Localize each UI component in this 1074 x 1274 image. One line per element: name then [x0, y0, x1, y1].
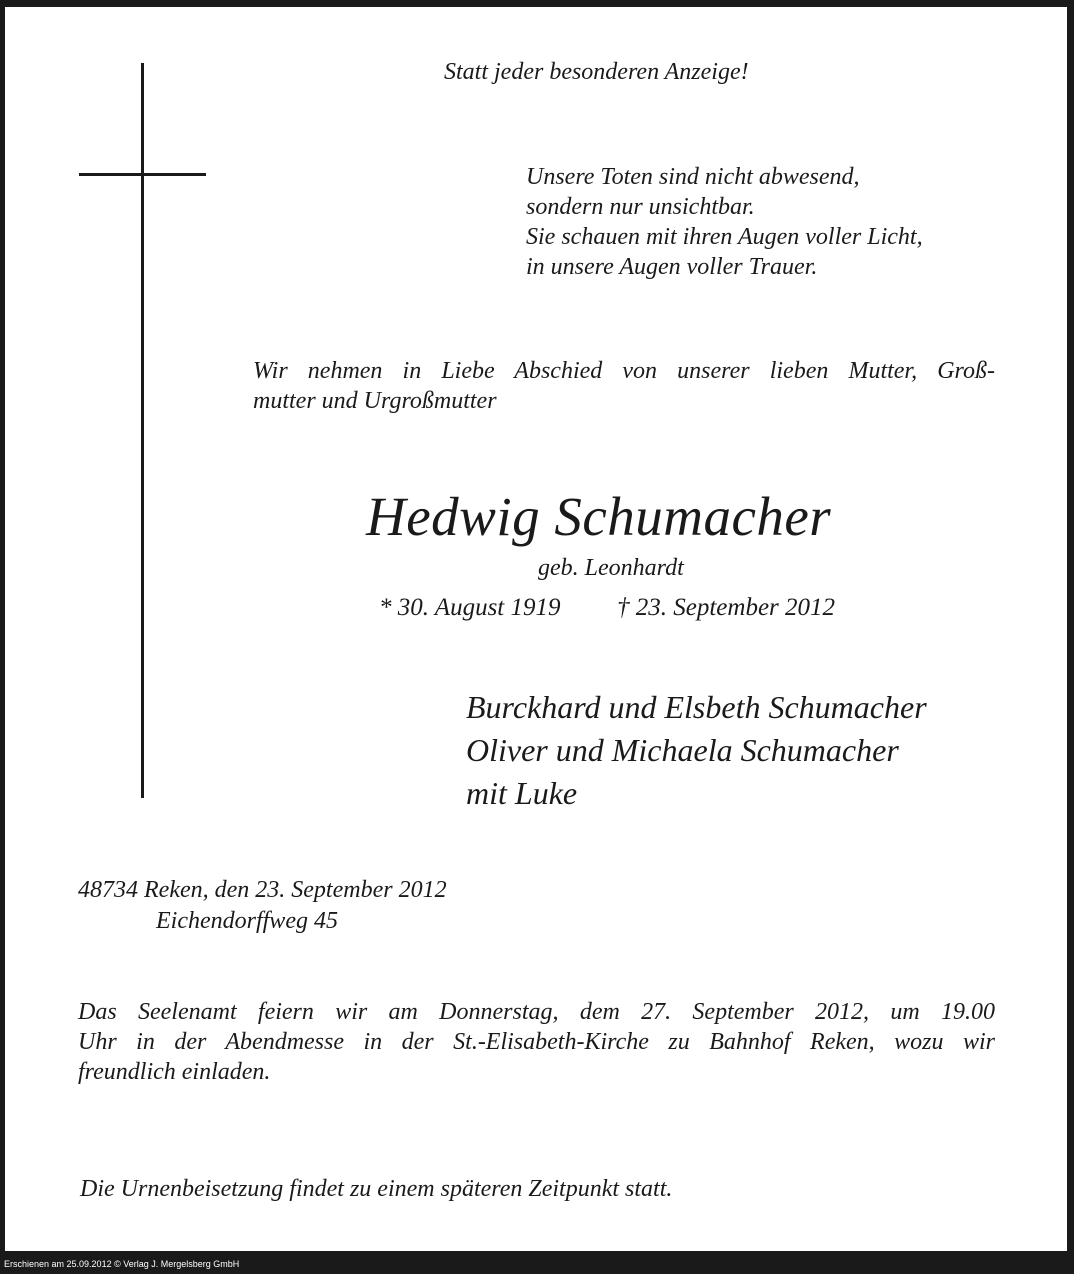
- poem-line: Sie schauen mit ihren Augen voller Licht,: [526, 224, 923, 250]
- street-address: Eichendorffweg 45: [156, 908, 338, 934]
- family-line: Burckhard und Elsbeth Schumacher: [466, 689, 927, 725]
- intro-line: mutter und Urgroßmutter: [253, 388, 497, 414]
- family-members: [466, 686, 927, 815]
- burial-notice: Die Urnenbeisetzung findet zu einem späteren Zeitpunkt statt.: [80, 1176, 673, 1202]
- service-line: freundlich einladen.: [78, 1059, 271, 1085]
- publisher-credit: Erschienen am 25.09.2012 © Verlag J. Mergelsberg GmbH: [4, 1259, 240, 1269]
- place-and-date: 48734 Reken, den 23. September 2012: [78, 877, 447, 903]
- birth-date: * 30. August 1919: [379, 594, 561, 621]
- deceased-name: Hedwig Schumacher: [366, 486, 832, 547]
- death-date: † 23. September 2012: [617, 594, 836, 621]
- poem-line: in unsere Augen voller Trauer.: [526, 254, 818, 280]
- notice-heading: Statt jeder besonderen Anzeige!: [444, 59, 749, 85]
- address-block: [78, 875, 447, 937]
- maiden-name: geb. Leonhardt: [538, 555, 684, 581]
- family-line: mit Luke: [466, 775, 578, 811]
- family-line: Oliver und Michaela Schumacher: [466, 732, 899, 768]
- service-line: Uhr in der Abendmesse in der St.-Elisabeth-Kirche zu Bahnhof Reken, wozu wir: [78, 1029, 995, 1055]
- service-line: Das Seelenamt feiern wir am Donnerstag, dem 27. September 2012, um 19.00: [78, 999, 995, 1025]
- poem: [526, 162, 923, 282]
- poem-line: Unsere Toten sind nicht abwesend,: [526, 164, 860, 190]
- farewell-intro: [253, 356, 995, 416]
- intro-line: Wir nehmen in Liebe Abschied von unserer lieben Mutter, Groß-: [253, 358, 995, 384]
- cross-icon-horizontal-bar: [79, 173, 206, 176]
- poem-line: sondern nur unsichtbar.: [526, 194, 755, 220]
- requiem-notice: [78, 997, 995, 1087]
- obituary-page: [5, 7, 1067, 1251]
